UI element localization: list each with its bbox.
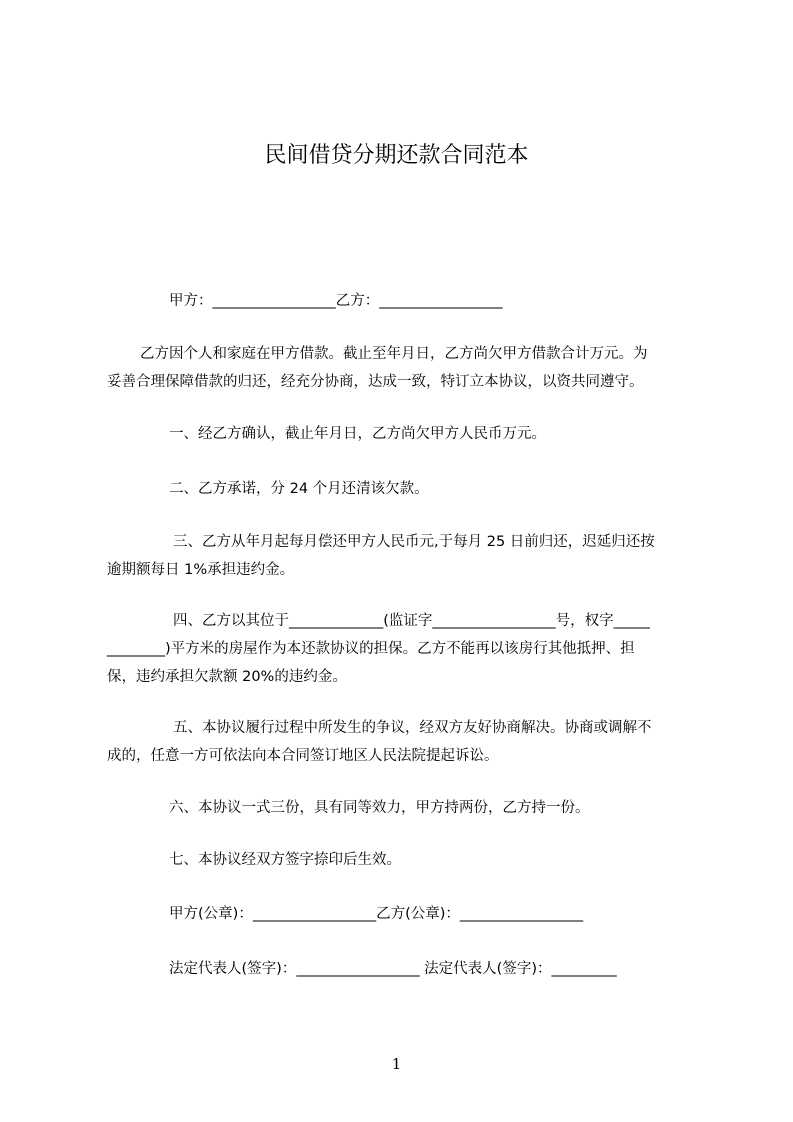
seal-line <box>169 900 779 928</box>
clause-3-line-2: 逾期额每日 1%承担违约金。 <box>107 562 295 578</box>
clause-7 <box>169 846 779 874</box>
clause-3 <box>107 528 717 584</box>
clause-5-line-2: 成的，任意一方可依法向本合同签订地区人民法院提起诉讼。 <box>107 748 499 764</box>
parties-line <box>169 287 779 315</box>
clause-4-line-3: 保，违约承担欠款额 20%的违约金。 <box>107 669 347 685</box>
clause-2 <box>169 475 779 503</box>
signature-line <box>169 955 779 983</box>
clause-1 <box>169 420 779 448</box>
clause-4-line-2: ________)平方米的房屋作为本还款协议的担保。乙方不能再以该房行其他抵押、担 <box>107 641 635 657</box>
preamble-paragraph <box>107 340 717 396</box>
seal-line-text: 甲方(公章)：_________________乙方(公章)：_________________ <box>169 906 584 922</box>
parties-text: 甲方：_________________乙方：_________________ <box>169 293 503 309</box>
clause-4-line-1: 四、乙方以其位于_____________(监证字_________________号，权字_____ <box>173 613 650 629</box>
clause-1-text: 一、经乙方确认，截止年月日，乙方尚欠甲方人民币万元。 <box>169 426 546 442</box>
clause-4 <box>107 607 717 691</box>
clause-5 <box>107 714 717 770</box>
clause-6 <box>169 794 779 822</box>
preamble-line-1: 乙方因个人和家庭在甲方借款。截止至年月日，乙方尚欠甲方借款合计万元。为 <box>140 346 648 362</box>
document-title: 民间借贷分期还款合同范本 <box>264 143 529 168</box>
signature-line-text: 法定代表人(签字)：_________________ 法定代表人(签字)：_________ <box>169 961 617 977</box>
clause-2-text: 二、乙方承诺，分 24 个月还清该欠款。 <box>169 481 429 497</box>
preamble-line-2: 妥善合理保障借款的归还，经充分协商，达成一致，特订立本协议，以资共同遵守。 <box>107 374 644 390</box>
page-number: 1 <box>391 1055 402 1073</box>
clause-3-line-1: 三、乙方从年月起每月偿还甲方人民币元,于每月 25 日前归还，迟延归还按 <box>173 534 655 550</box>
clause-6-text: 六、本协议一式三份，具有同等效力，甲方持两份，乙方持一份。 <box>169 800 590 816</box>
clause-7-text: 七、本协议经双方签字捺印后生效。 <box>169 852 401 868</box>
clause-5-line-1: 五、本协议履行过程中所发生的争议，经双方友好协商解决。协商或调解不 <box>173 720 652 736</box>
